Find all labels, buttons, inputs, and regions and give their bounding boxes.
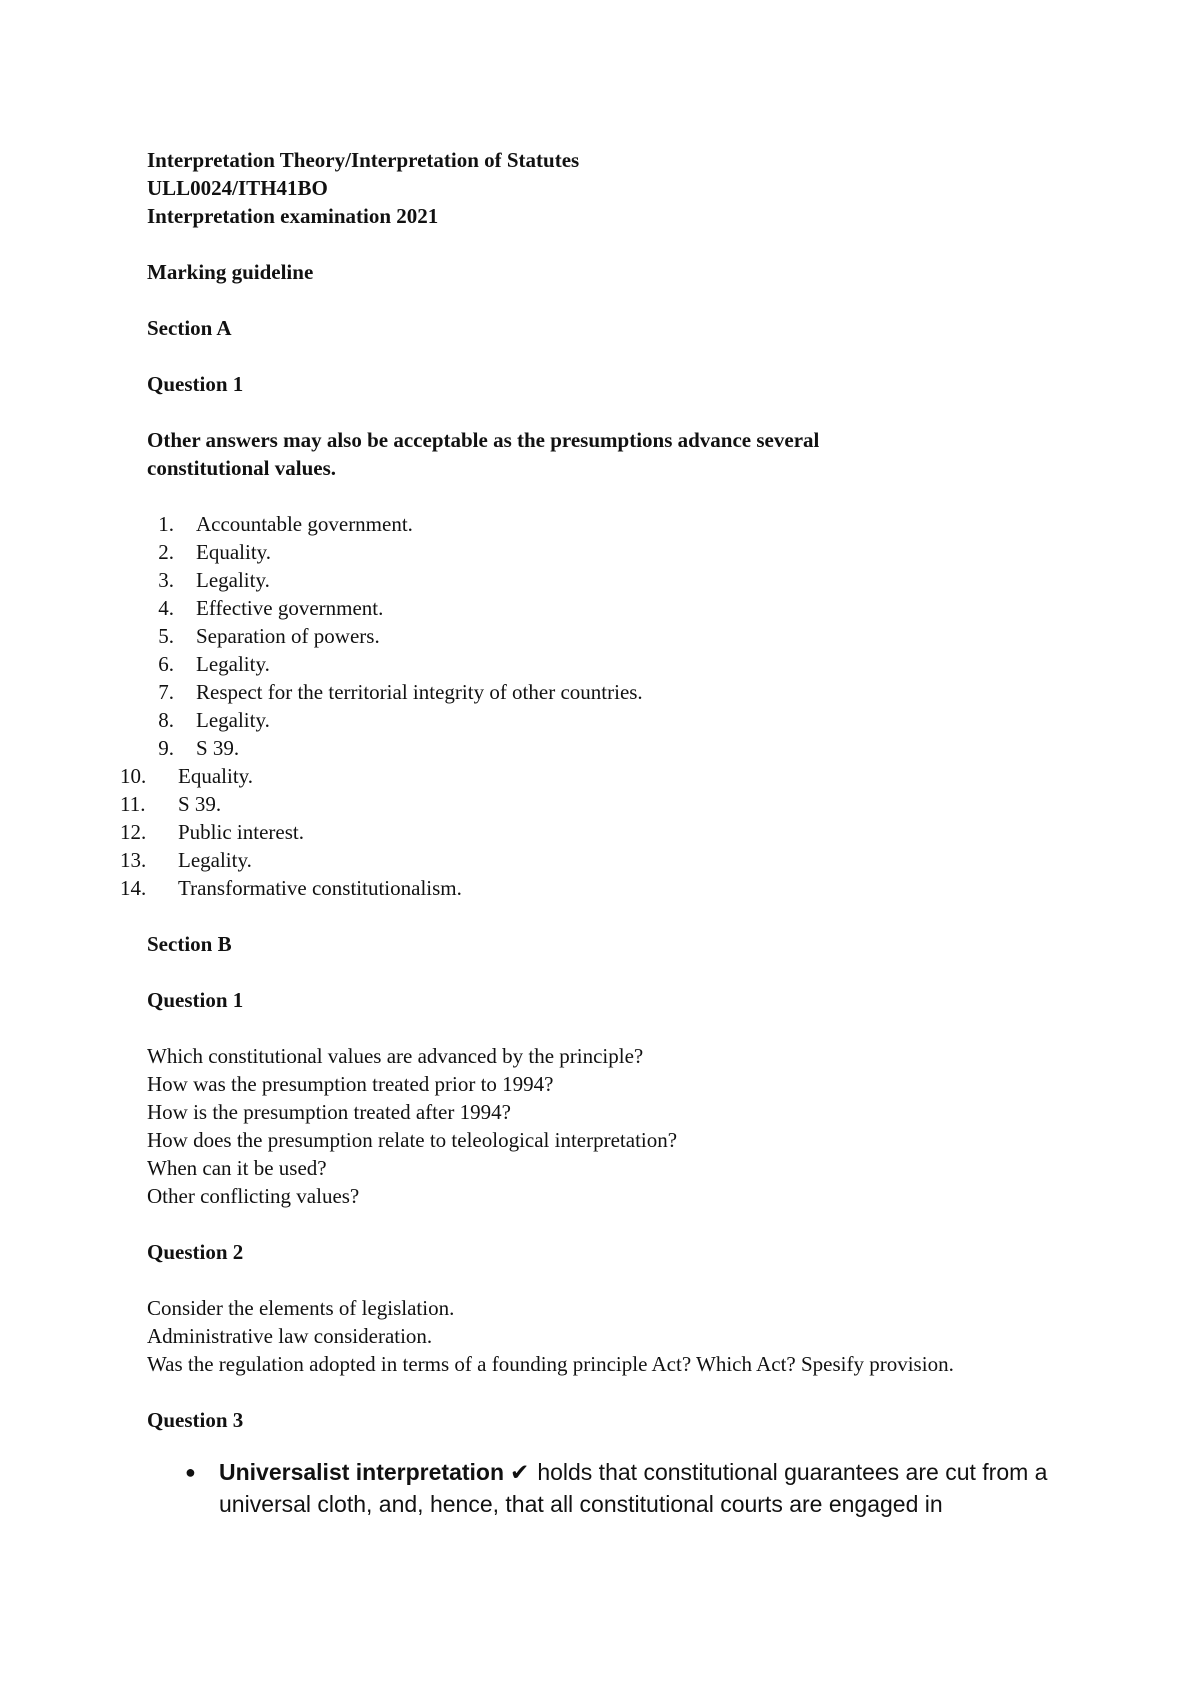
guidance-line: How was the presumption treated prior to 1994? [147, 1072, 554, 1096]
answer-number: 4. [158, 596, 174, 620]
answer-item [120, 790, 1077, 818]
answer-item [120, 510, 1077, 538]
answer-text: Legality. [178, 848, 252, 872]
answer-text: Effective government. [196, 596, 384, 620]
guidance-line: Administrative law consideration. [147, 1324, 433, 1348]
answer-number: 7. [158, 680, 174, 704]
answer-number: 1. [158, 512, 174, 536]
guidance-line: Was the regulation adopted in terms of a founding principle Act? Which Act? Spesify provision. [147, 1352, 954, 1376]
question-1-guidance [147, 1042, 1077, 1210]
section-b-heading: Section B [147, 932, 232, 956]
guidance-line: Consider the elements of legislation. [147, 1296, 455, 1320]
answer-item [120, 678, 1077, 706]
section-a-note: Other answers may also be acceptable as the presumptions advance several constitutional values. [147, 428, 820, 480]
answer-item [120, 594, 1077, 622]
guideline-title: Marking guideline [147, 260, 314, 284]
guidance-line: When can it be used? [147, 1156, 327, 1180]
answer-text: S 39. [196, 736, 240, 760]
answer-item [120, 650, 1077, 678]
answer-item [120, 734, 1077, 762]
answer-text: Legality. [196, 568, 270, 592]
guidance-line: How does the presumption relate to teleological interpretation? [147, 1128, 678, 1152]
bullet-content [219, 1456, 1077, 1520]
answer-number: 3. [158, 568, 174, 592]
answer-text: Separation of powers. [196, 624, 380, 648]
answer-item [120, 622, 1077, 650]
question-3-bullet [185, 1456, 1077, 1520]
question-2-guidance [147, 1294, 1077, 1378]
answer-text: Transformative constitutionalism. [178, 876, 462, 900]
section-b-question-2: Question 2 [147, 1240, 244, 1264]
answer-number: 12. [120, 820, 147, 844]
answer-text: S 39. [178, 792, 222, 816]
section-b-question-1: Question 1 [147, 988, 244, 1012]
section-b-question-3: Question 3 [147, 1408, 244, 1432]
answer-text: Respect for the territorial integrity of other countries. [196, 680, 643, 704]
answer-number: 10. [120, 764, 147, 788]
answer-number: 9. [158, 736, 174, 760]
exam-title: Interpretation examination 2021 [147, 204, 439, 228]
bullet-term: Universalist interpretation [219, 1459, 505, 1485]
answer-number: 8. [158, 708, 174, 732]
answer-text: Equality. [196, 540, 272, 564]
answer-text: Accountable government. [196, 512, 413, 536]
document-page [120, 146, 1077, 1520]
course-code: ULL0024/ITH41BO [147, 176, 328, 200]
answer-number: 13. [120, 848, 147, 872]
answer-item [120, 818, 1077, 846]
answer-text: Legality. [196, 652, 270, 676]
section-a-heading: Section A [147, 316, 232, 340]
answer-number: 11. [120, 792, 146, 816]
guidance-line: Which constitutional values are advanced by the principle? [147, 1044, 644, 1068]
answer-item [120, 538, 1077, 566]
answer-item [120, 846, 1077, 874]
check-mark-icon: ✔ [510, 1459, 530, 1485]
answer-number: 14. [120, 876, 147, 900]
answer-text: Equality. [178, 764, 254, 788]
answer-item [120, 762, 1077, 790]
section-a-question-1: Question 1 [147, 372, 244, 396]
answer-number: 5. [158, 624, 174, 648]
answer-text: Public interest. [178, 820, 304, 844]
bullet-icon: ● [185, 1462, 196, 1482]
answer-item [120, 706, 1077, 734]
answer-text: Legality. [196, 708, 270, 732]
bullet-description: holds that constitutional guarantees are cut from a universal cloth, and, hence, that all constitutional courts are engaged in [219, 1459, 1048, 1517]
course-title: Interpretation Theory/Interpretation of Statutes [147, 148, 580, 172]
answers-list [120, 510, 1077, 902]
answer-item [120, 566, 1077, 594]
answer-number: 2. [158, 540, 174, 564]
guidance-line: How is the presumption treated after 1994? [147, 1100, 511, 1124]
answer-item [120, 874, 1077, 902]
answer-number: 6. [158, 652, 174, 676]
guidance-line: Other conflicting values? [147, 1184, 360, 1208]
